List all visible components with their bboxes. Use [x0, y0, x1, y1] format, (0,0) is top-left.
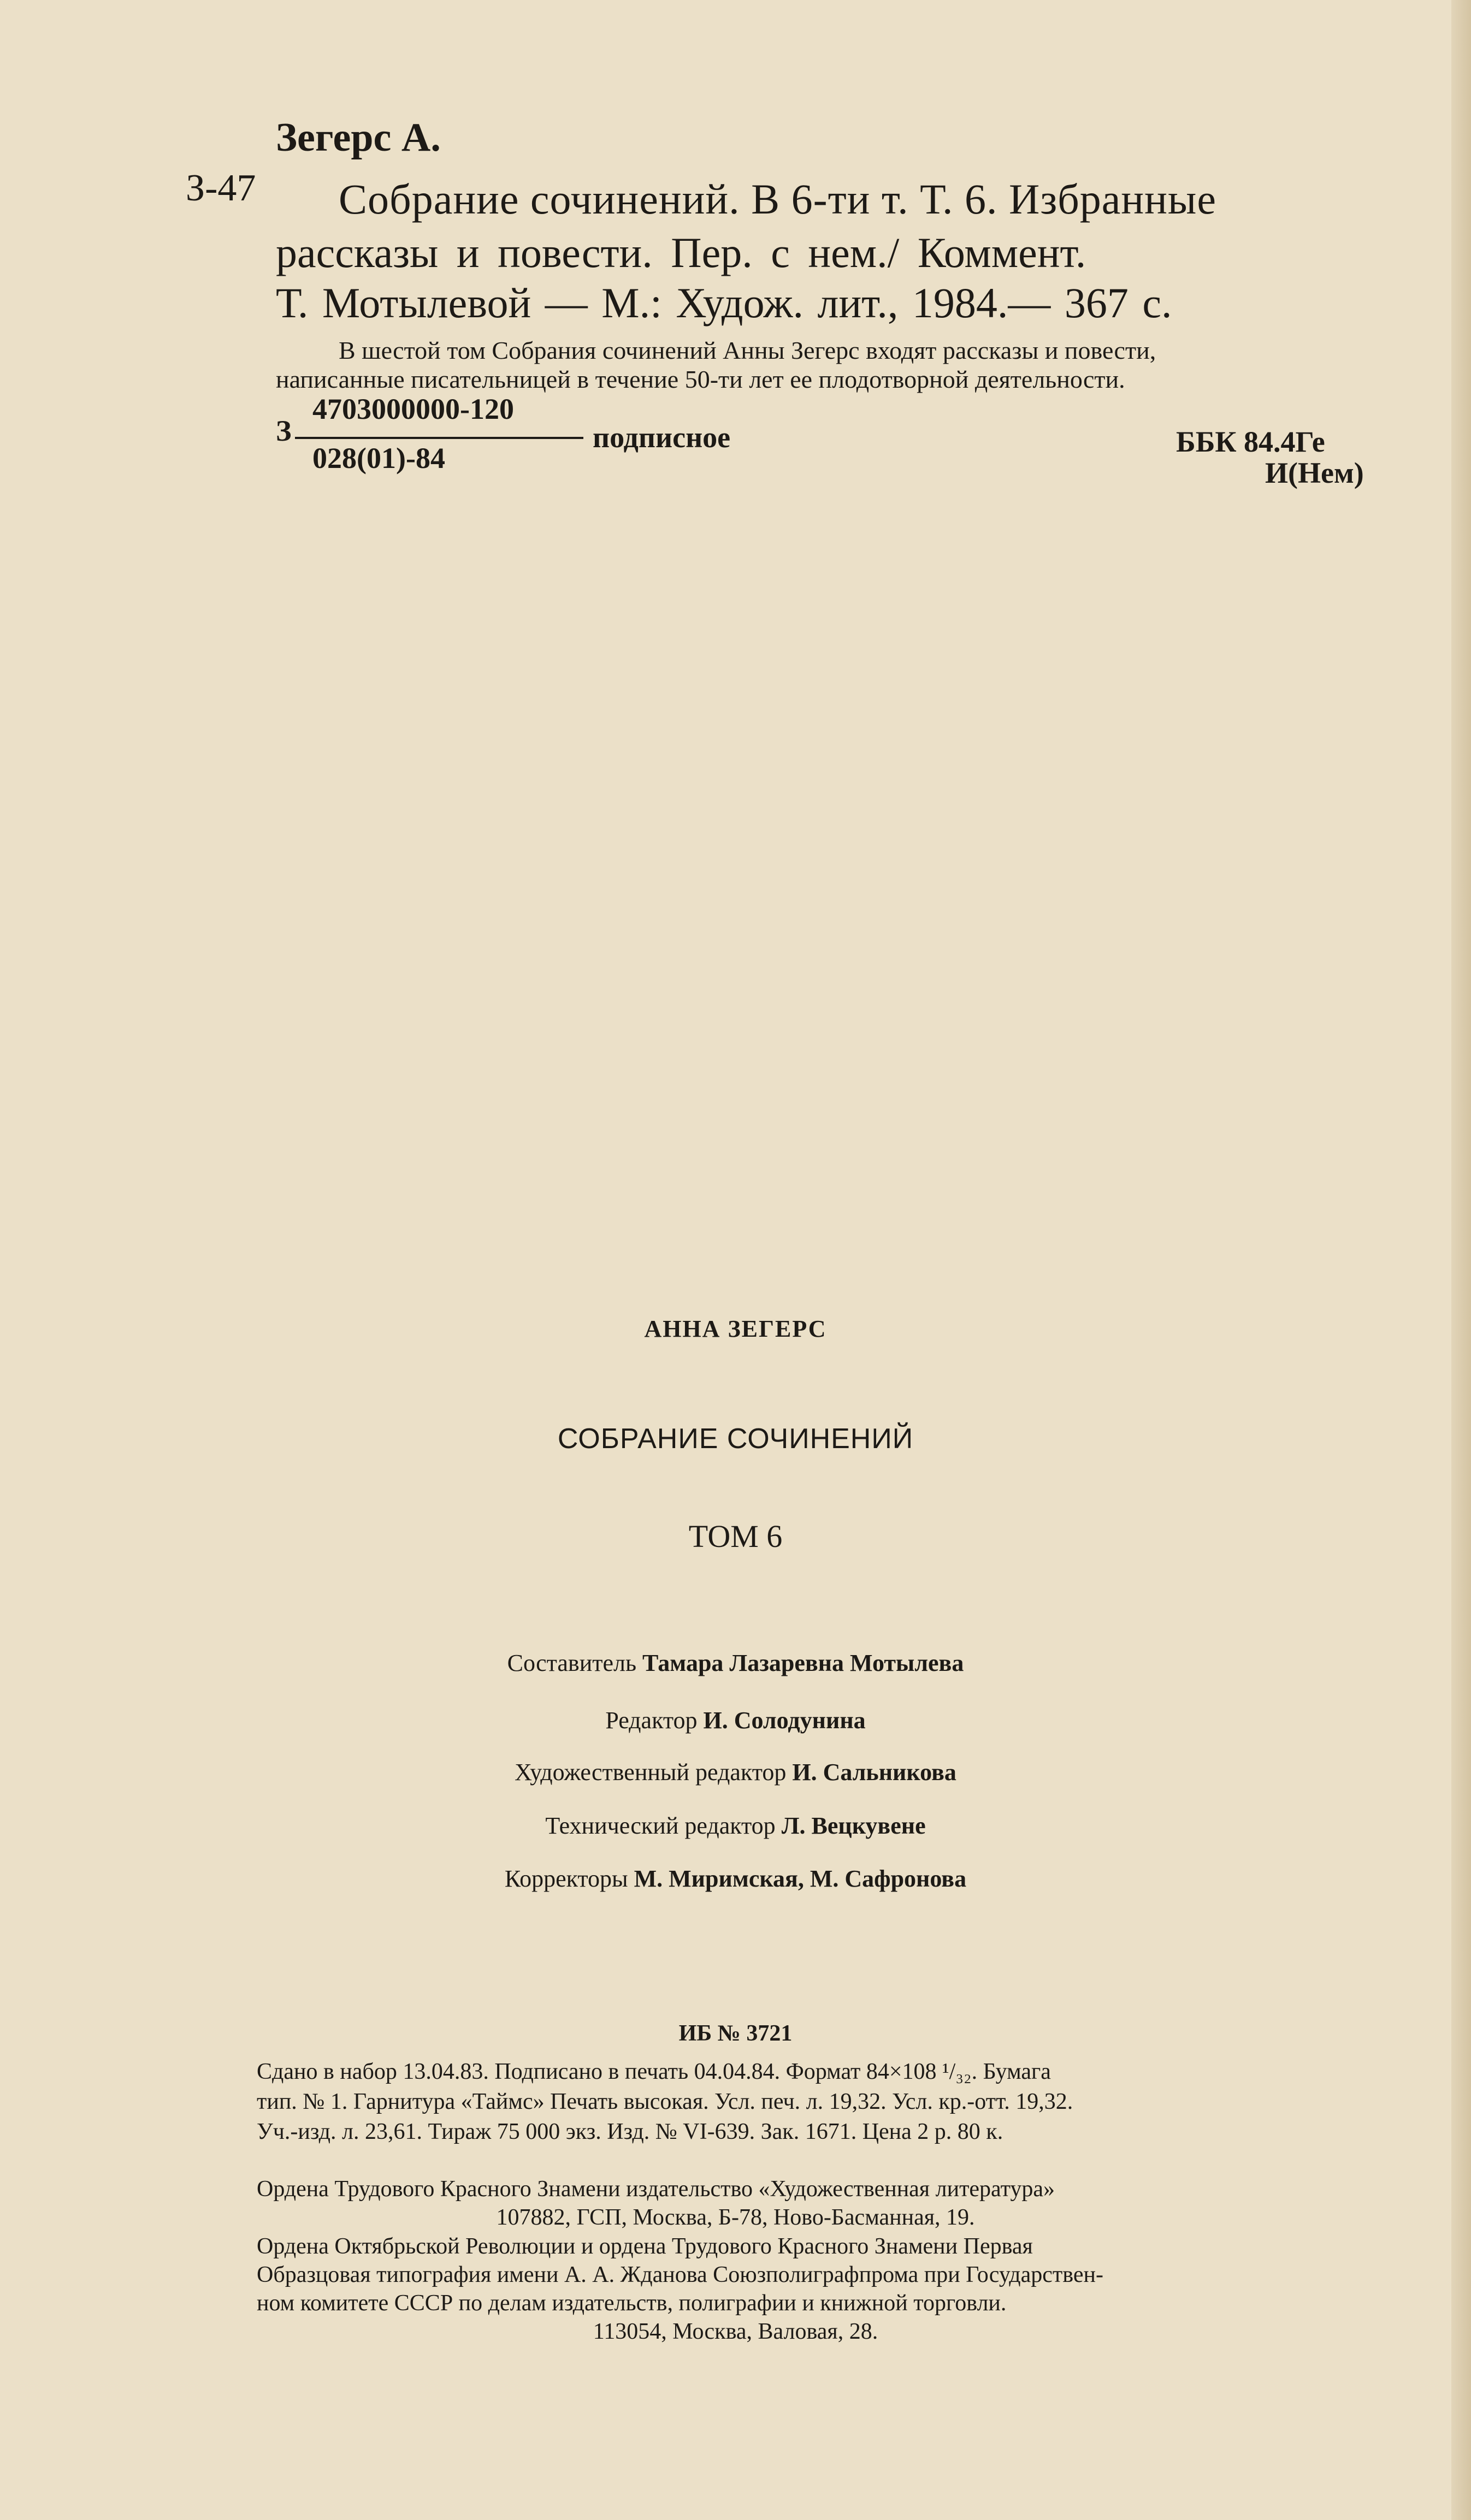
page-edge-shadow — [1451, 0, 1471, 2520]
credit-name: И. Солодунина — [703, 1707, 866, 1734]
card-author: Зегерс А. — [276, 115, 441, 160]
credit-role: Составитель — [507, 1650, 637, 1676]
card-title-line-3: Т. Мотылевой — М.: Худож. лит., 1984.— 367 с. — [276, 279, 1172, 327]
page-author: АННА ЗЕГЕРС — [644, 1315, 827, 1342]
card-title-line-1: Собрание сочинений. В 6-ти т. Т. 6. Избранные — [339, 175, 1216, 223]
credit-name: Л. Вецкувене — [781, 1812, 926, 1839]
imprint-line-2: тип. № 1. Гарнитура «Таймс» Печать высокая. Усл. печ. л. 19,32. Усл. кр.-отт. 19,32. — [257, 2089, 1073, 2114]
ib-number: ИБ № 3721 — [678, 2021, 793, 2046]
credit-art-editor — [0, 1758, 1471, 1786]
card-title-line-2: рассказы и повести. Пер. с нем./ Коммент. — [276, 229, 1086, 276]
credit-role: Корректоры — [504, 1865, 628, 1892]
bbk-subcode: И(Нем) — [1265, 456, 1364, 489]
fraction-line — [295, 437, 583, 439]
credit-tech-editor — [0, 1812, 1471, 1840]
index-numerator: 4703000000-120 — [312, 393, 514, 425]
credit-name: Тамара Лазаревна Мотылева — [642, 1650, 964, 1676]
credit-name: И. Сальникова — [792, 1759, 956, 1786]
card-annotation-line-2: написанные писательницей в течение 50-ти лет ее плодотворной деятельности. — [276, 365, 1125, 393]
publisher-line-2: 107882, ГСП, Москва, Б-78, Ново-Басманная, 19. — [496, 2205, 975, 2230]
index-denominator: 028(01)-84 — [312, 442, 445, 475]
credit-role: Технический редактор — [545, 1812, 776, 1839]
credit-name: М. Миримская, М. Сафронова — [634, 1865, 967, 1892]
imprint-line-1: Сдано в набор 13.04.83. Подписано в печать 04.04.84. Формат 84×108 ¹/₃₂. Бумага — [257, 2059, 1051, 2084]
credit-role: Редактор — [605, 1707, 698, 1734]
credit-proofreaders — [0, 1865, 1471, 1893]
imprint-line-3: Уч.-изд. л. 23,61. Тираж 75 000 экз. Изд. № VI-639. Зак. 1671. Цена 2 р. 80 к. — [257, 2119, 1003, 2144]
page-title: СОБРАНИЕ СОЧИНЕНИЙ — [557, 1423, 914, 1455]
card-code: З-47 — [186, 167, 256, 209]
subscription-label: подписное — [593, 421, 731, 454]
publisher-line-6: 113054, Москва, Валовая, 28. — [593, 2319, 878, 2344]
publisher-line-3: Ордена Октябрьской Революции и ордена Трудового Красного Знамени Первая — [257, 2234, 1033, 2259]
index-letter: З — [276, 414, 292, 447]
page-volume: ТОМ 6 — [688, 1519, 783, 1554]
publisher-line-1: Ордена Трудового Красного Знамени издательство «Художественная литература» — [257, 2177, 1055, 2202]
credit-editor — [0, 1706, 1471, 1734]
publisher-line-5: ном комитете СССР по делам издательств, полиграфии и книжной торговли. — [257, 2291, 1007, 2316]
card-annotation-line-1: В шестой том Собрания сочинений Анны Зегерс входят рассказы и повести, — [339, 336, 1156, 364]
credit-compiler — [0, 1649, 1471, 1677]
bbk-code: ББК 84.4Ге — [1176, 425, 1325, 458]
credit-role: Художественный редактор — [515, 1759, 787, 1786]
publisher-line-4: Образцовая типография имени А. А. Жданова Союзполиграфпрома при Государствен- — [257, 2262, 1103, 2287]
